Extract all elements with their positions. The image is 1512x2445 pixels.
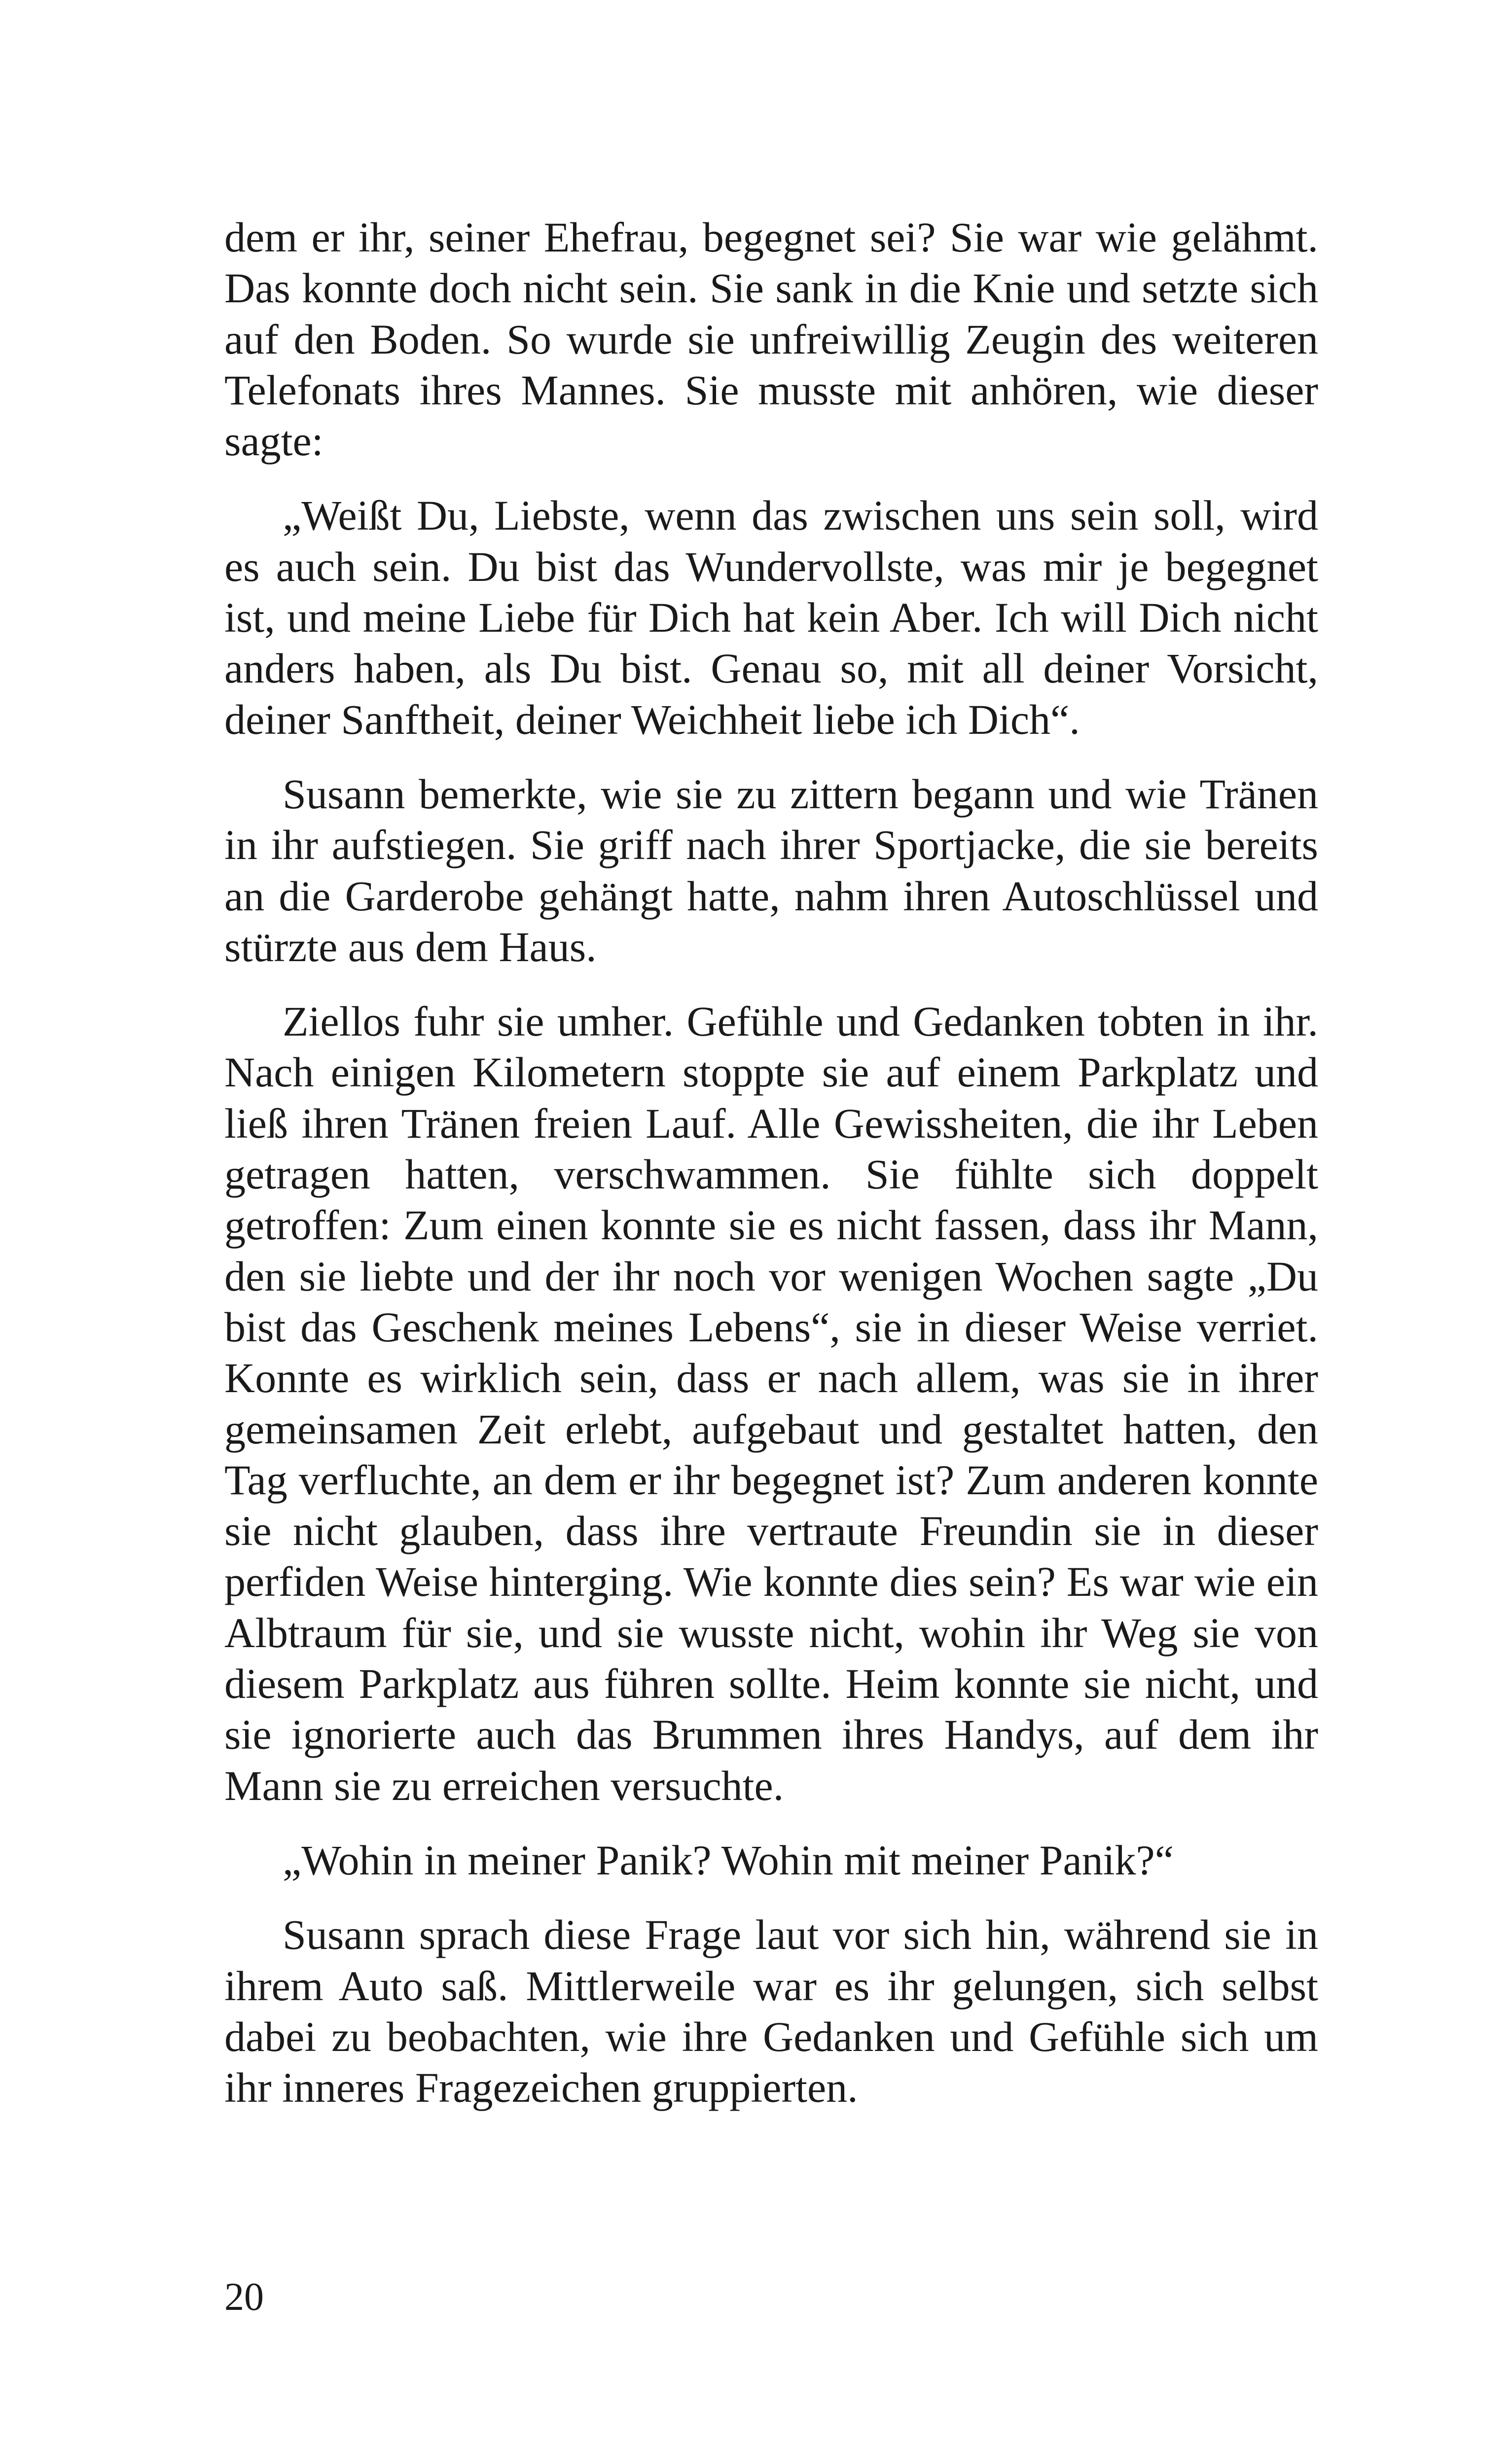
paragraph: Ziellos fuhr sie umher. Gefühle und Gedanken tobten in ihr. Nach einigen Kilometern stoppte sie auf einem Parkplatz und ließ ihren Tränen freien Lauf. Alle Gewissheiten, die ihr Leben getragen hatten, verschwammen. Sie fühlte sich doppelt getroffen: Zum einen konnte sie es nicht fassen, dass ihr Mann, den sie liebte und der ihr noch vor wenigen Wochen sagte „Du bist das Geschenk meines Lebens“, sie in dieser Weise verriet. Konnte es wirklich sein, dass er nach allem, was sie in ihrer gemeinsamen Zeit erlebt, aufgebaut und gestaltet hatten, den Tag verfluchte, an dem er ihr begegnet ist? Zum anderen konnte sie nicht glauben, dass ihre vertraute Freundin sie in dieser perfiden Weise hinterging. Wie konnte dies sein? Es war wie ein Albtraum für sie, und sie wusste nicht, wohin ihr Weg sie von diesem Parkplatz aus führen sollte. Heim konnte sie nicht, und sie ignorierte auch das Brummen ihres Handys, auf dem ihr Mann sie zu erreichen versuchte. — [224, 998, 1318, 1809]
paragraph: „Weißt Du, Liebste, wenn das zwischen uns sein soll, wird es auch sein. Du bist das Wundervollste, was mir je begegnet ist, und meine Liebe für Dich hat kein Aber. Ich will Dich nicht anders haben, als Du bist. Genau so, mit all deiner Vorsicht, deiner Sanftheit, deiner Weichheit liebe ich Dich“. — [224, 492, 1318, 743]
paragraph: „Wohin in meiner Panik? Wohin mit meiner Panik?“ — [283, 1836, 1174, 1884]
body-text — [224, 212, 1318, 2113]
paragraph: dem er ihr, seiner Ehefrau, begegnet sei? Sie war wie gelähmt. Das konnte doch nicht sein. Sie sank in die Knie und setzte sich auf den Boden. So wurde sie unfreiwillig Zeugin des weiteren Telefonats ihres Mannes. Sie musste mit anhören, wie dieser sagte: — [224, 214, 1318, 465]
paragraph: Susann bemerkte, wie sie zu zittern begann und wie Tränen in ihr aufstiegen. Sie griff nach ihrer Sportjacke, die sie bereits an die Garderobe gehängt hatte, nahm ihren Autoschlüssel und stürzte aus dem Haus. — [224, 770, 1318, 971]
page-number: 20 — [224, 2275, 264, 2319]
paragraph: Susann sprach diese Frage laut vor sich hin, während sie in ihrem Auto saß. Mittlerweile war es ihr gelungen, sich selbst dabei zu beobachten, wie ihre Gedanken und Gefühle sich um ihr inneres Fragezeichen gruppierten. — [224, 1911, 1318, 2112]
